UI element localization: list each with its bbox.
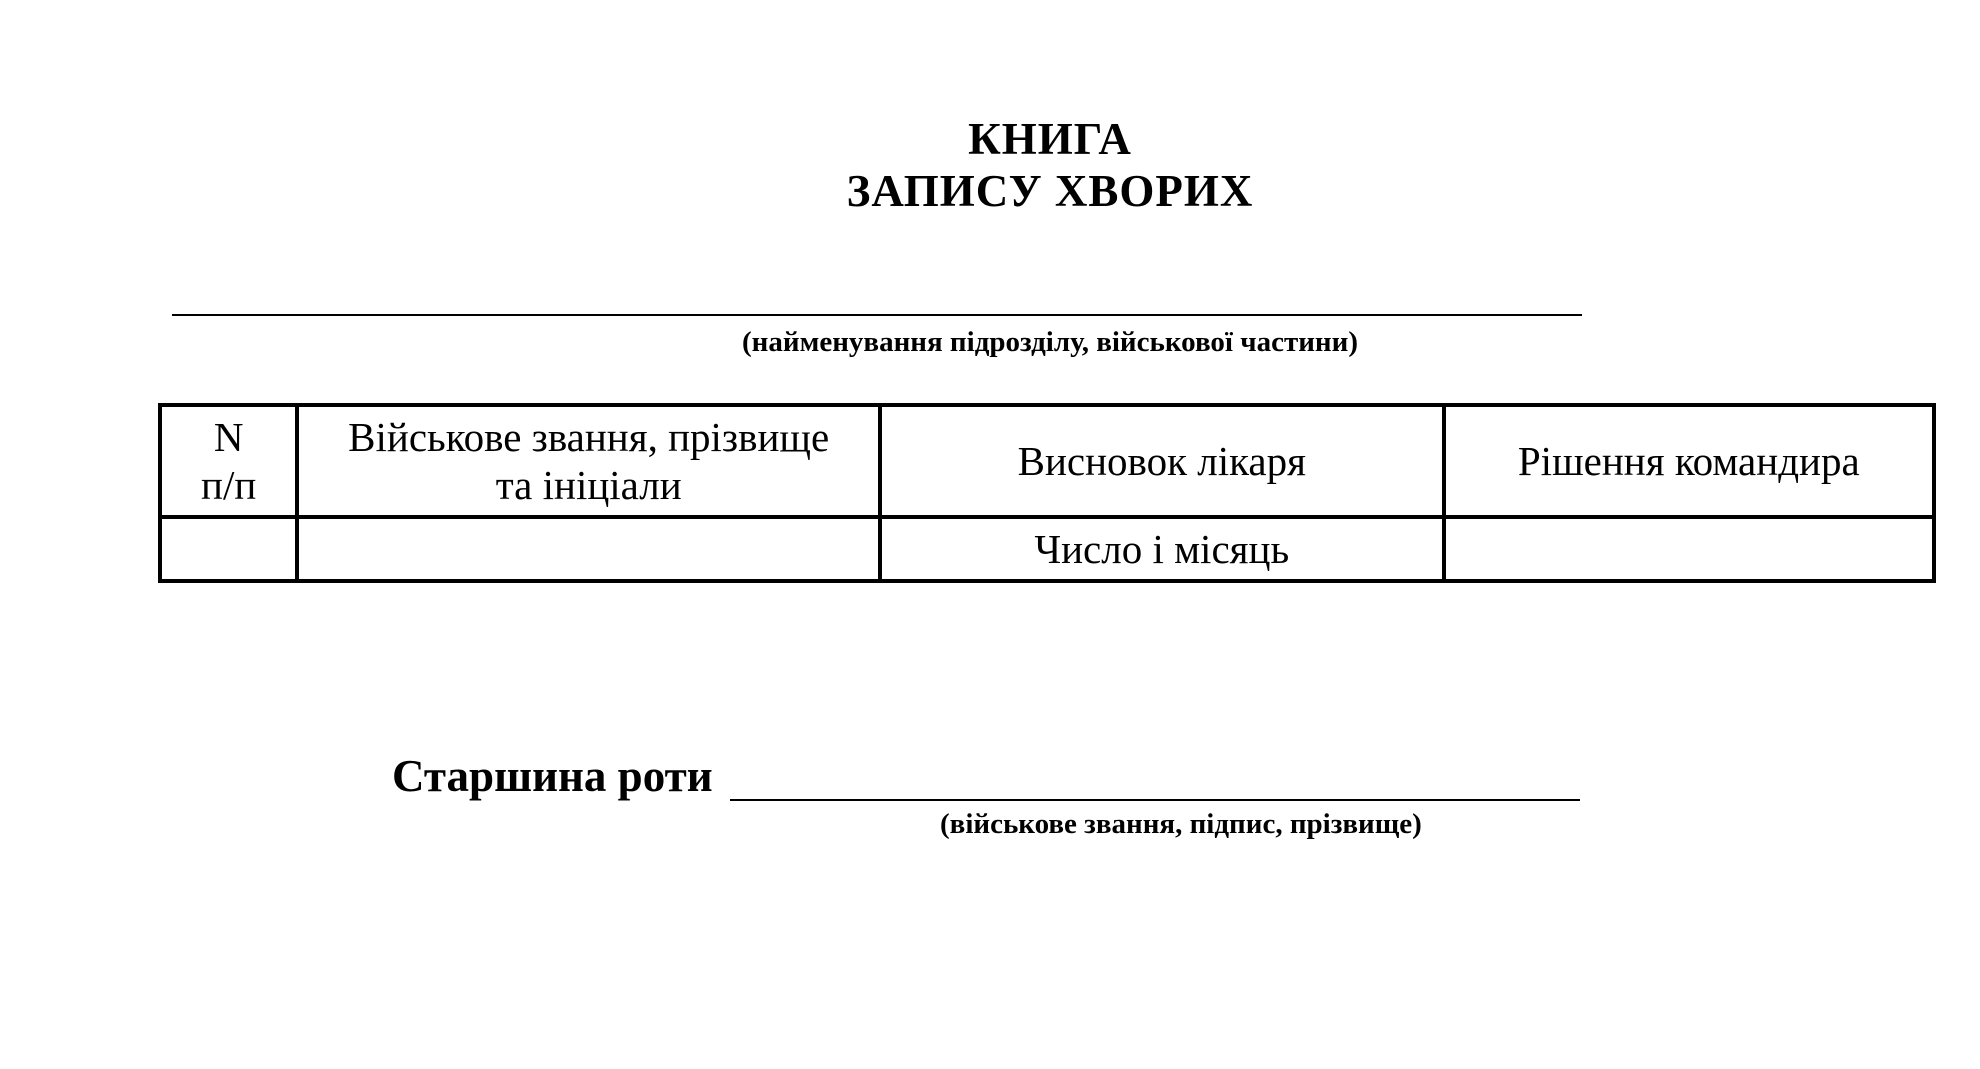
header-rank-name-line2: та ініціали <box>495 462 682 508</box>
header-rank-name <box>297 405 880 517</box>
table-subheader-row <box>160 517 1934 581</box>
sick-record-table <box>158 403 1936 583</box>
header-rank-name-line1: Військове звання, прізвище <box>348 414 830 460</box>
signature-fill-line <box>730 799 1580 801</box>
header-number-line1: N <box>213 414 244 460</box>
header-number <box>160 405 297 517</box>
table-header-row <box>160 405 1934 517</box>
header-commander-decision: Рішення командира <box>1444 405 1934 517</box>
cell-number-empty <box>160 517 297 581</box>
document-title: КНИГА <box>968 114 1132 164</box>
header-doctor-conclusion: Висновок лікаря <box>880 405 1444 517</box>
signature-caption: (військове звання, підпис, прізвище) <box>940 808 1422 840</box>
header-number-line2: п/п <box>201 462 257 508</box>
document-subtitle: ЗАПИСУ ХВОРИХ <box>846 166 1254 216</box>
cell-rank-name-empty <box>297 517 880 581</box>
unit-fill-line <box>172 314 1582 316</box>
signature-label: Старшина роти <box>392 751 713 801</box>
unit-caption: (найменування підрозділу, військової частини) <box>742 326 1358 358</box>
cell-decision-empty <box>1444 517 1934 581</box>
subheader-date: Число і місяць <box>880 517 1444 581</box>
